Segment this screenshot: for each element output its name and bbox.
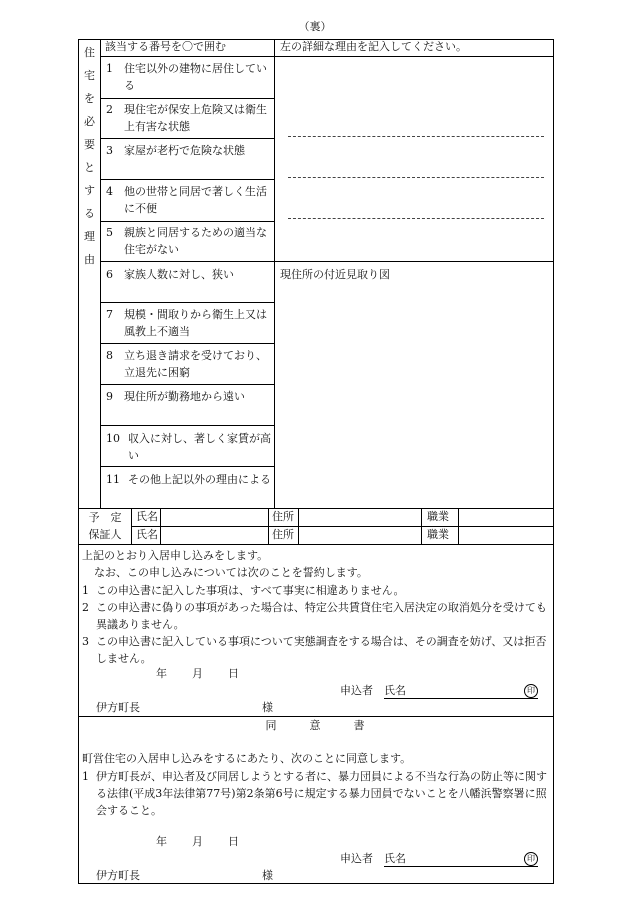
item-text: 親族と同居するための適当な住宅がない bbox=[124, 226, 267, 256]
item-text: 規模・間取りから衛生上又は風教上不適当 bbox=[124, 308, 267, 338]
pledge-text: この申込書に記入している事項について実態調査をする場合は、その調査を妨げ、又は拒否しません。 bbox=[96, 635, 547, 665]
vertical-char: 住 bbox=[84, 46, 95, 59]
guarantor-label: 保証人 bbox=[88, 528, 122, 541]
guarantor-divider bbox=[131, 508, 132, 544]
guarantor-address-label: 住所 bbox=[272, 528, 294, 541]
reason-vertical-label bbox=[79, 41, 100, 271]
item-number: 9 bbox=[106, 390, 113, 403]
vertical-char: 由 bbox=[84, 253, 95, 266]
item-number: 2 bbox=[106, 103, 113, 116]
item-text: 収入に対し、著しく家賃が高い bbox=[128, 432, 271, 462]
consent-title: 同 意 書 bbox=[265, 719, 365, 732]
vertical-char: 必 bbox=[84, 115, 95, 128]
guarantor-job-label: 職業 bbox=[427, 528, 449, 541]
vertical-char: と bbox=[84, 161, 95, 174]
item-number: 10 bbox=[106, 432, 120, 445]
reason-col-divider bbox=[274, 39, 275, 508]
guarantor-1-job-field[interactable] bbox=[459, 509, 552, 525]
consent-name-field[interactable] bbox=[410, 851, 515, 866]
item-number: 11 bbox=[106, 473, 120, 486]
page-side-label: （裏） bbox=[298, 20, 332, 33]
reason-label-divider bbox=[100, 39, 101, 508]
consent-name-underline bbox=[384, 866, 538, 867]
vertical-char: 理 bbox=[84, 230, 95, 243]
guarantor-2-name-field[interactable] bbox=[161, 527, 267, 543]
guarantor-2-job-field[interactable] bbox=[459, 527, 552, 543]
guarantor-divider bbox=[421, 508, 422, 544]
date-year-label: 年 bbox=[156, 667, 167, 680]
item-number: 3 bbox=[106, 144, 113, 157]
item-number: 1 bbox=[106, 62, 113, 75]
item-text: 住宅以外の建物に居住している bbox=[124, 62, 267, 92]
guarantor-1-address-field[interactable] bbox=[299, 509, 420, 525]
item-text: 家屋が老朽で危険な状態 bbox=[124, 144, 245, 157]
vertical-char: を bbox=[84, 92, 95, 105]
item-number: 6 bbox=[106, 268, 113, 281]
date-day-label: 日 bbox=[228, 667, 239, 680]
pledge-text: この申込書に記入した事項は、すべて事実に相違ありません。 bbox=[96, 584, 405, 597]
consent-seal-mark: 印 bbox=[524, 852, 538, 866]
addressee-label: 伊方町長 bbox=[96, 701, 140, 714]
consent-date-day-label: 日 bbox=[228, 835, 239, 848]
frame-bottom bbox=[78, 883, 554, 884]
item-divider bbox=[100, 138, 274, 139]
vertical-char: 宅 bbox=[84, 69, 95, 82]
consent-number: 1 bbox=[82, 770, 89, 783]
consent-applicant-label: 申込者 bbox=[340, 852, 373, 865]
detail-line bbox=[288, 218, 544, 219]
detail-line bbox=[288, 136, 544, 137]
guarantor-1-name-field[interactable] bbox=[161, 509, 267, 525]
pledge-intro: なお、この申し込みについては次のことを誓約します。 bbox=[94, 566, 368, 579]
item-text: 現住所が勤務地から遠い bbox=[124, 390, 245, 403]
item-divider bbox=[100, 302, 274, 303]
guarantor-job-label: 職業 bbox=[427, 510, 449, 523]
item-text: 立ち退き請求を受けており、立退先に困窮 bbox=[124, 349, 267, 379]
pledge-number: 1 bbox=[82, 584, 89, 597]
item-divider bbox=[100, 466, 274, 467]
applicant-name-label: 氏名 bbox=[384, 684, 406, 697]
pledge-number: 2 bbox=[82, 601, 89, 614]
item-text: 家族人数に対し、狭い bbox=[124, 268, 234, 281]
guarantor-name-label: 氏名 bbox=[136, 528, 158, 541]
item-text: その他上記以外の理由による bbox=[128, 473, 271, 486]
applicant-label: 申込者 bbox=[340, 684, 373, 697]
select-column-header: 該当する番号を〇で囲む bbox=[105, 40, 226, 53]
item-divider bbox=[100, 98, 274, 99]
item-text: 現住宅が保安上危険又は衛生上有害な状態 bbox=[124, 103, 267, 133]
guarantor-bottom bbox=[78, 544, 554, 545]
guarantor-name-label: 氏名 bbox=[136, 510, 158, 523]
map-label: 現住所の付近見取り図 bbox=[280, 268, 390, 281]
consent-text: 伊方町長が、申込者及び同居しようとする者に、暴力団員による不当な行為の防止等に関する法律(平成3年法律第77号)第2条第6号に規定する暴力団員でないことを八幡浜警察署に照会すること。 bbox=[96, 770, 547, 817]
item-divider bbox=[100, 425, 274, 426]
frame-right bbox=[553, 39, 554, 883]
detail-line bbox=[288, 177, 544, 178]
consent-intro: 町営住宅の入居申し込みをするにあたり、次のことに同意します。 bbox=[82, 752, 412, 765]
guarantor-label: 予 定 bbox=[88, 511, 122, 524]
vertical-char: す bbox=[84, 184, 95, 197]
pledge-number: 3 bbox=[82, 635, 89, 648]
applicant-name-underline bbox=[384, 698, 538, 699]
guarantor-divider bbox=[268, 508, 269, 544]
item-number: 7 bbox=[106, 308, 113, 321]
item-number: 8 bbox=[106, 349, 113, 362]
item-number: 4 bbox=[106, 185, 113, 198]
applicant-name-field[interactable] bbox=[410, 683, 515, 698]
item-divider bbox=[100, 221, 274, 222]
map-separator bbox=[100, 261, 554, 262]
date-month-label: 月 bbox=[192, 667, 203, 680]
pledge-text: この申込書に偽りの事項があった場合は、特定公共賃貸住宅入居決定の取消処分を受けても異議ありません。 bbox=[96, 601, 547, 631]
vertical-char: る bbox=[84, 207, 95, 220]
consent-name-label: 氏名 bbox=[384, 852, 406, 865]
vertical-char: 要 bbox=[84, 138, 95, 151]
item-divider bbox=[100, 343, 274, 344]
application-intro: 上記のとおり入居申し込みをします。 bbox=[82, 549, 269, 562]
item-text: 他の世帯と同居で著しく生活に不便 bbox=[124, 185, 267, 215]
detail-column-header: 左の詳細な理由を記入してください。 bbox=[280, 40, 467, 53]
guarantor-address-label: 住所 bbox=[272, 510, 294, 523]
consent-date-month-label: 月 bbox=[192, 835, 203, 848]
item-divider bbox=[100, 384, 274, 385]
guarantor-2-address-field[interactable] bbox=[299, 527, 420, 543]
consent-addressee-label: 伊方町長 bbox=[96, 869, 140, 882]
item-divider bbox=[100, 179, 274, 180]
consent-date-year-label: 年 bbox=[156, 835, 167, 848]
item-number: 5 bbox=[106, 226, 113, 239]
seal-mark: 印 bbox=[524, 684, 538, 698]
honorific-label: 様 bbox=[262, 701, 273, 714]
consent-separator bbox=[78, 716, 554, 717]
consent-honorific-label: 様 bbox=[262, 869, 273, 882]
reason-header-line bbox=[100, 56, 554, 57]
